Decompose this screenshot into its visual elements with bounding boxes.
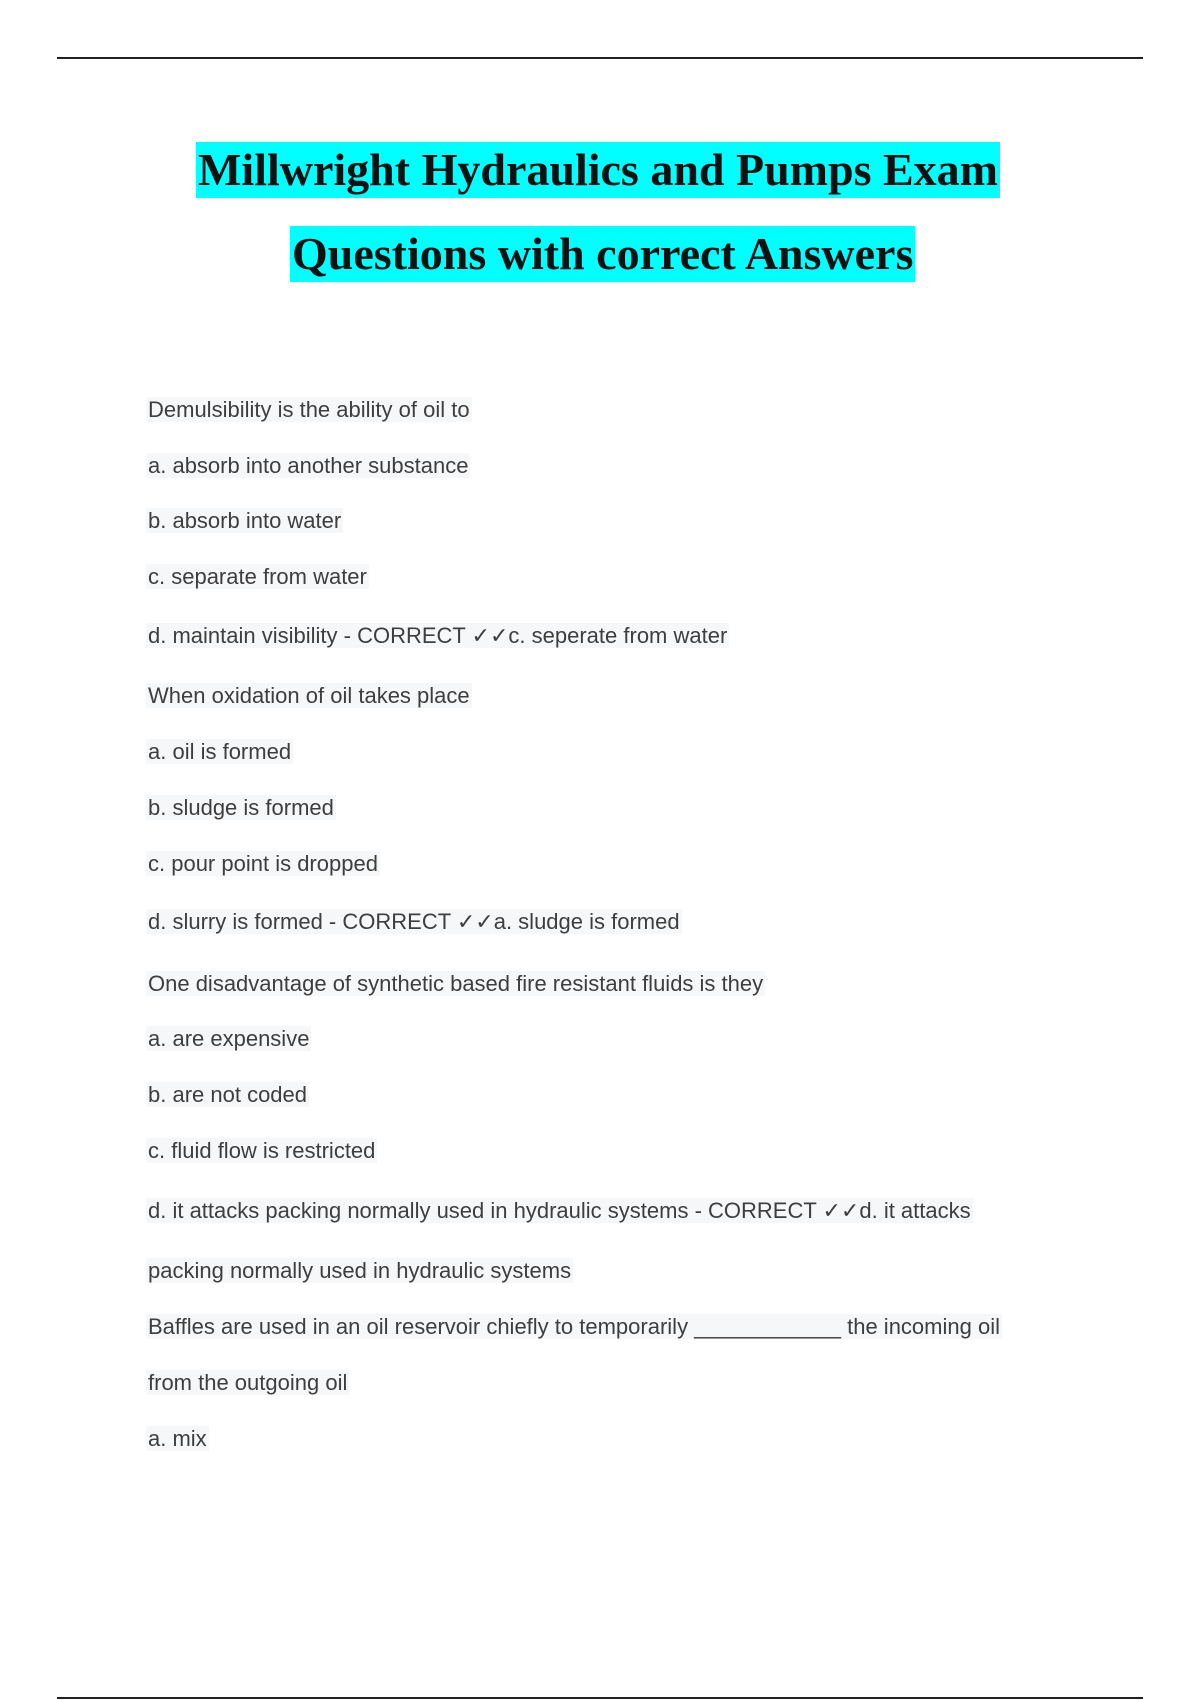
question-3-answer-continued: packing normally used in hydraulic systems (148, 1258, 572, 1283)
question-1-option-b: b. absorb into water (148, 508, 342, 533)
question-3-option-d-answer: d. it attacks packing normally used in hydraulic systems - CORRECT ✓✓d. it attacks (148, 1198, 971, 1223)
question-2-option-b: b. sludge is formed (148, 795, 334, 820)
question-1-option-c: c. separate from water (148, 564, 367, 589)
bottom-rule (57, 1697, 1143, 1699)
question-4: Baffles are used in an oil reservoir chiefly to temporarily ____________ the incoming oil (148, 1314, 1000, 1339)
question-1: Demulsibility is the ability of oil to (148, 397, 470, 422)
question-4-continued: from the outgoing oil (148, 1370, 348, 1395)
top-rule (57, 57, 1143, 59)
question-3-option-b: b. are not coded (148, 1082, 308, 1107)
question-3: One disadvantage of synthetic based fire resistant fluids is they (148, 971, 764, 996)
question-2-option-c: c. pour point is dropped (148, 851, 378, 876)
question-3-option-c: c. fluid flow is restricted (148, 1138, 376, 1163)
question-3-option-a: a. are expensive (148, 1026, 310, 1051)
title-line-2: Questions with correct Answers (290, 226, 915, 282)
question-1-option-d-answer: d. maintain visibility - CORRECT ✓✓c. seperate from water (148, 623, 728, 648)
question-2: When oxidation of oil takes place (148, 683, 470, 708)
question-4-option-a: a. mix (148, 1426, 207, 1451)
title-line-1: Millwright Hydraulics and Pumps Exam (196, 142, 1000, 198)
question-2-option-d-answer: d. slurry is formed - CORRECT ✓✓a. sludge is formed (148, 909, 680, 934)
question-2-option-a: a. oil is formed (148, 739, 292, 764)
question-1-option-a: a. absorb into another substance (148, 453, 469, 478)
